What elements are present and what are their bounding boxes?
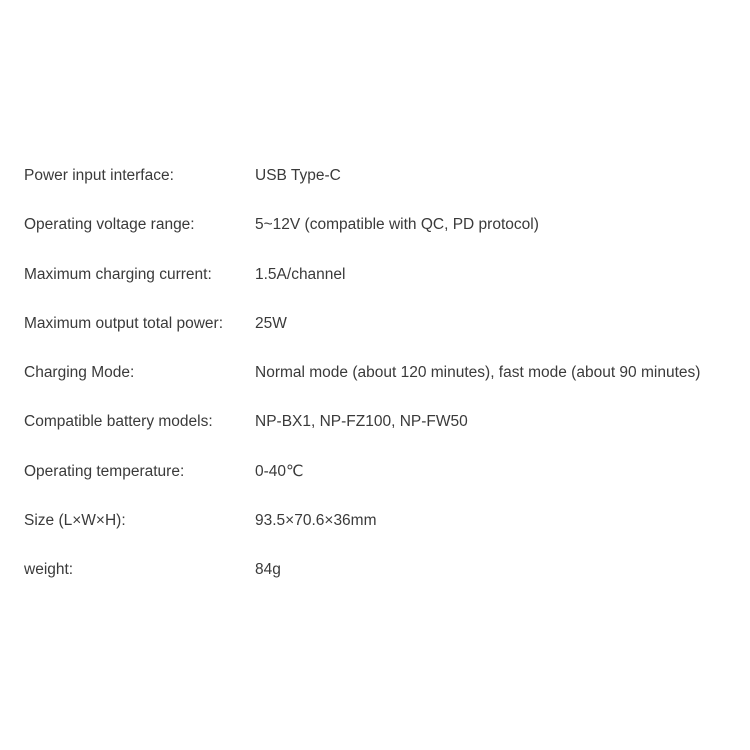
spec-label: Maximum output total power: bbox=[24, 314, 224, 332]
spec-label: Charging Mode: bbox=[24, 364, 135, 381]
spec-row-charging-mode bbox=[24, 362, 744, 411]
spec-label: Operating voltage range: bbox=[24, 216, 195, 234]
spec-value: Normal mode (about 120 minutes), fast mode (about 90 minutes) bbox=[255, 364, 701, 381]
spec-row-power-input bbox=[24, 165, 744, 214]
spec-row-size bbox=[24, 510, 744, 559]
spec-label: Maximum charging current: bbox=[24, 265, 212, 283]
spec-value: 5~12V (compatible with QC, PD protocol) bbox=[255, 216, 539, 234]
spec-row-output-power bbox=[24, 313, 744, 362]
spec-row-battery-models bbox=[24, 411, 744, 460]
spec-value: 25W bbox=[255, 314, 287, 332]
spec-row-voltage bbox=[24, 214, 744, 263]
spec-table bbox=[24, 165, 744, 608]
spec-value: 1.5A/channel bbox=[255, 265, 346, 283]
spec-label: Power input interface: bbox=[24, 167, 174, 184]
spec-label: Size (L×W×H): bbox=[24, 511, 126, 529]
spec-label: weight: bbox=[24, 561, 74, 578]
spec-value: 84g bbox=[255, 561, 281, 578]
spec-value: 93.5×70.6×36mm bbox=[255, 511, 377, 529]
spec-value: USB Type-C bbox=[255, 167, 341, 184]
spec-row-weight bbox=[24, 559, 744, 608]
spec-value: 0-40℃ bbox=[255, 462, 304, 480]
spec-row-charging-current bbox=[24, 264, 744, 313]
spec-value: NP-BX1, NP-FZ100, NP-FW50 bbox=[255, 413, 468, 431]
spec-label: Operating temperature: bbox=[24, 462, 185, 480]
spec-label: Compatible battery models: bbox=[24, 413, 213, 431]
spec-row-temperature bbox=[24, 461, 744, 510]
